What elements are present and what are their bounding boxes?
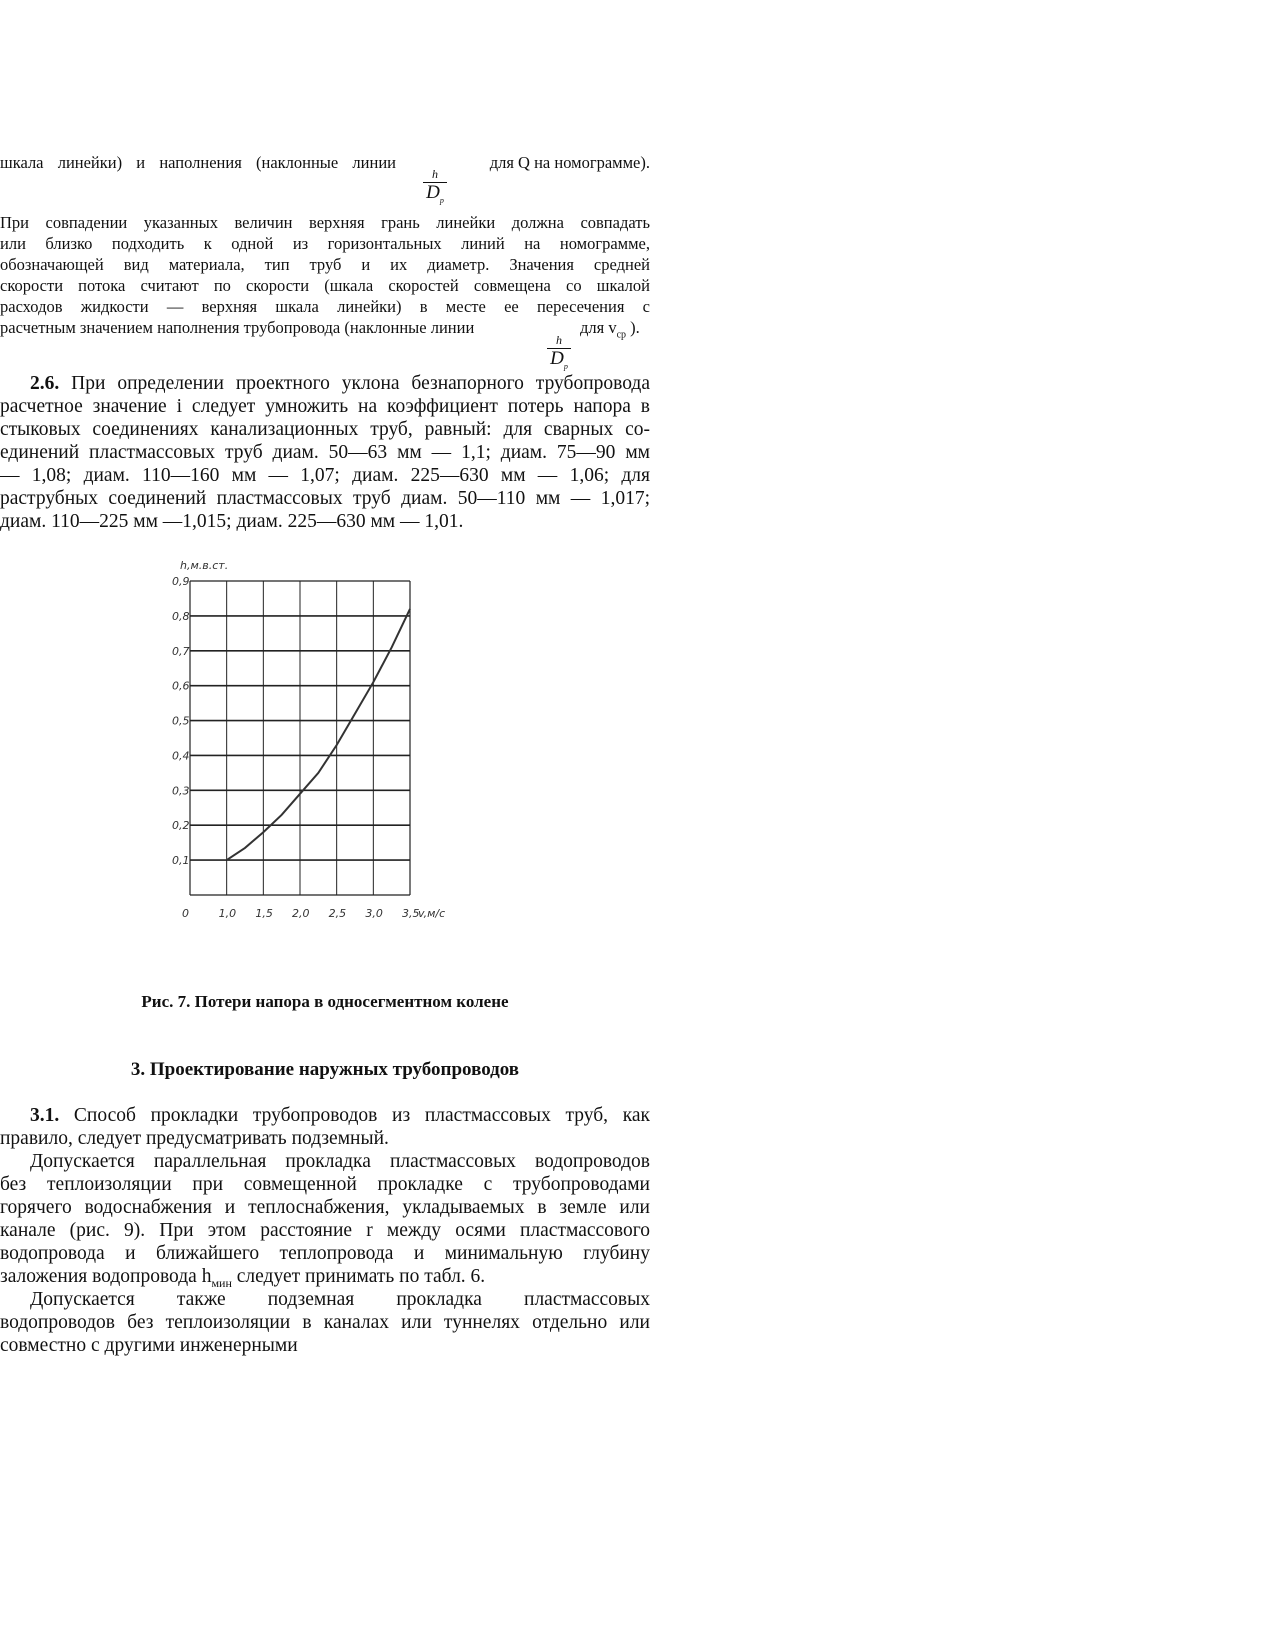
y-tick-label: 0,6 <box>172 679 190 693</box>
text-line: расчетным значением наполнения трубопровода (наклонные линии <box>0 318 475 337</box>
text-line: канале (рис. 9). При этом расстояние r между осями пластмассового <box>0 1220 650 1241</box>
text-line: Допускается также подземная прокладка пластмассовых <box>30 1289 650 1310</box>
y-axis-label: h,м.в.ст. <box>180 559 229 572</box>
text-line: 2.6. При определении проектного уклона безнапорного трубопровода <box>30 373 650 394</box>
fraction-h-over-dp: h $D_р$ <box>420 168 450 211</box>
text-line: заложения водопровода $h_{мин}$ следует принимать по табл. 6. <box>0 1266 486 1290</box>
text-line: — 1,08; диам. 110—160 мм — 1,07; диам. 225—630 мм — 1,06; для <box>0 465 650 486</box>
head-loss-chart <box>170 555 470 965</box>
x-tick-label: 3,5 <box>402 907 420 920</box>
text-line: 3.1. Способ прокладки трубопроводов из пластмассовых труб, как <box>30 1105 650 1126</box>
text-line: горячего водоснабжения и теплоснабжения, укладываемых в земле или <box>0 1197 650 1218</box>
series-line <box>227 609 410 860</box>
x-tick-label: 2,5 <box>328 907 347 920</box>
x-tick-label: 1,0 <box>218 907 237 920</box>
text-line: расходов жидкости — верхняя шкала линейки) в месте ее пересечения с <box>0 297 650 316</box>
nomogram-text-block <box>0 152 650 173</box>
text-line: скорости потока считают по скорости (шкала скоростей совмещена со шкалой <box>0 276 650 295</box>
paragraph-number: 3.1. <box>30 1105 60 1126</box>
y-tick-label: 0,1 <box>172 854 190 868</box>
text-line: обозначающей вид материала, тип труб и их диаметр. Значения средней <box>0 255 650 274</box>
y-tick-label: 0,9 <box>172 575 190 588</box>
paragraph-number: 2.6. <box>30 373 60 394</box>
section-heading: 3. Проектирование наружных трубопроводов <box>130 1059 520 1080</box>
text-line: раструбных соединений пластмассовых труб диам. 50—110 мм — 1,017; <box>0 488 650 509</box>
x-tick-label: 1,5 <box>255 907 273 920</box>
x-axis-label: v,м/с <box>418 907 446 920</box>
fraction-h-over-dp-2: h $D_р$ <box>544 334 574 377</box>
figure-caption: Рис. 7. Потери напора в односегментном колене <box>141 992 509 1011</box>
y-tick-label: 0,4 <box>172 749 190 763</box>
x-tick-label: 0 <box>182 907 189 920</box>
text-line: диам. 110—225 мм —1,015; диам. 225—630 мм — 1,01. <box>0 511 464 532</box>
paragraph-3-1 <box>0 1104 650 1357</box>
paragraph-nomogram <box>0 212 650 341</box>
y-tick-label: 0,8 <box>172 609 190 623</box>
text-line: Допускается параллельная прокладка пластмассовых водопроводов <box>30 1151 650 1172</box>
text-line-tail: для Q на номограмме). <box>489 153 650 172</box>
text-line: единений пластмассовых труб диам. 50—63 мм — 1,1; диам. 75—90 мм <box>0 442 650 463</box>
text-line: расчетное значение i следует умножить на коэффициент потерь напора в <box>0 396 650 417</box>
x-tick-label: 2,0 <box>292 907 310 920</box>
text-line: без теплоизоляции при совмещенной прокладке с трубопроводами <box>0 1174 650 1195</box>
text-line: совместно с другими инженерными <box>0 1335 298 1356</box>
text-line: стыковых соединениях канализационных труб, равный: для сварных со- <box>0 419 650 440</box>
y-tick-label: 0,7 <box>172 644 190 658</box>
x-tick-label: 3,0 <box>365 907 383 920</box>
text-line: правило, следует предусматривать подземный. <box>0 1128 389 1149</box>
y-tick-label: 0,5 <box>172 714 190 728</box>
text-line: или близко подходить к одной из горизонтальных линий на номограмме, <box>0 234 650 253</box>
paragraph-2-6 <box>0 372 650 533</box>
text-line: водопроводов без теплоизоляции в каналах или туннелях отдельно или <box>0 1312 650 1333</box>
text-line-tail: для $v_{ср}$ ). <box>580 318 640 341</box>
y-tick-label: 0,2 <box>172 819 190 833</box>
text-line: водопровода и ближайшего теплопровода и минимальную глубину <box>0 1243 650 1264</box>
text-line: При совпадении указанных величин верхняя грань линейки должна совпадать <box>0 213 650 232</box>
y-tick-label: 0,3 <box>172 784 190 798</box>
text-line: шкала линейки) и наполнения (наклонные линии <box>0 153 396 172</box>
